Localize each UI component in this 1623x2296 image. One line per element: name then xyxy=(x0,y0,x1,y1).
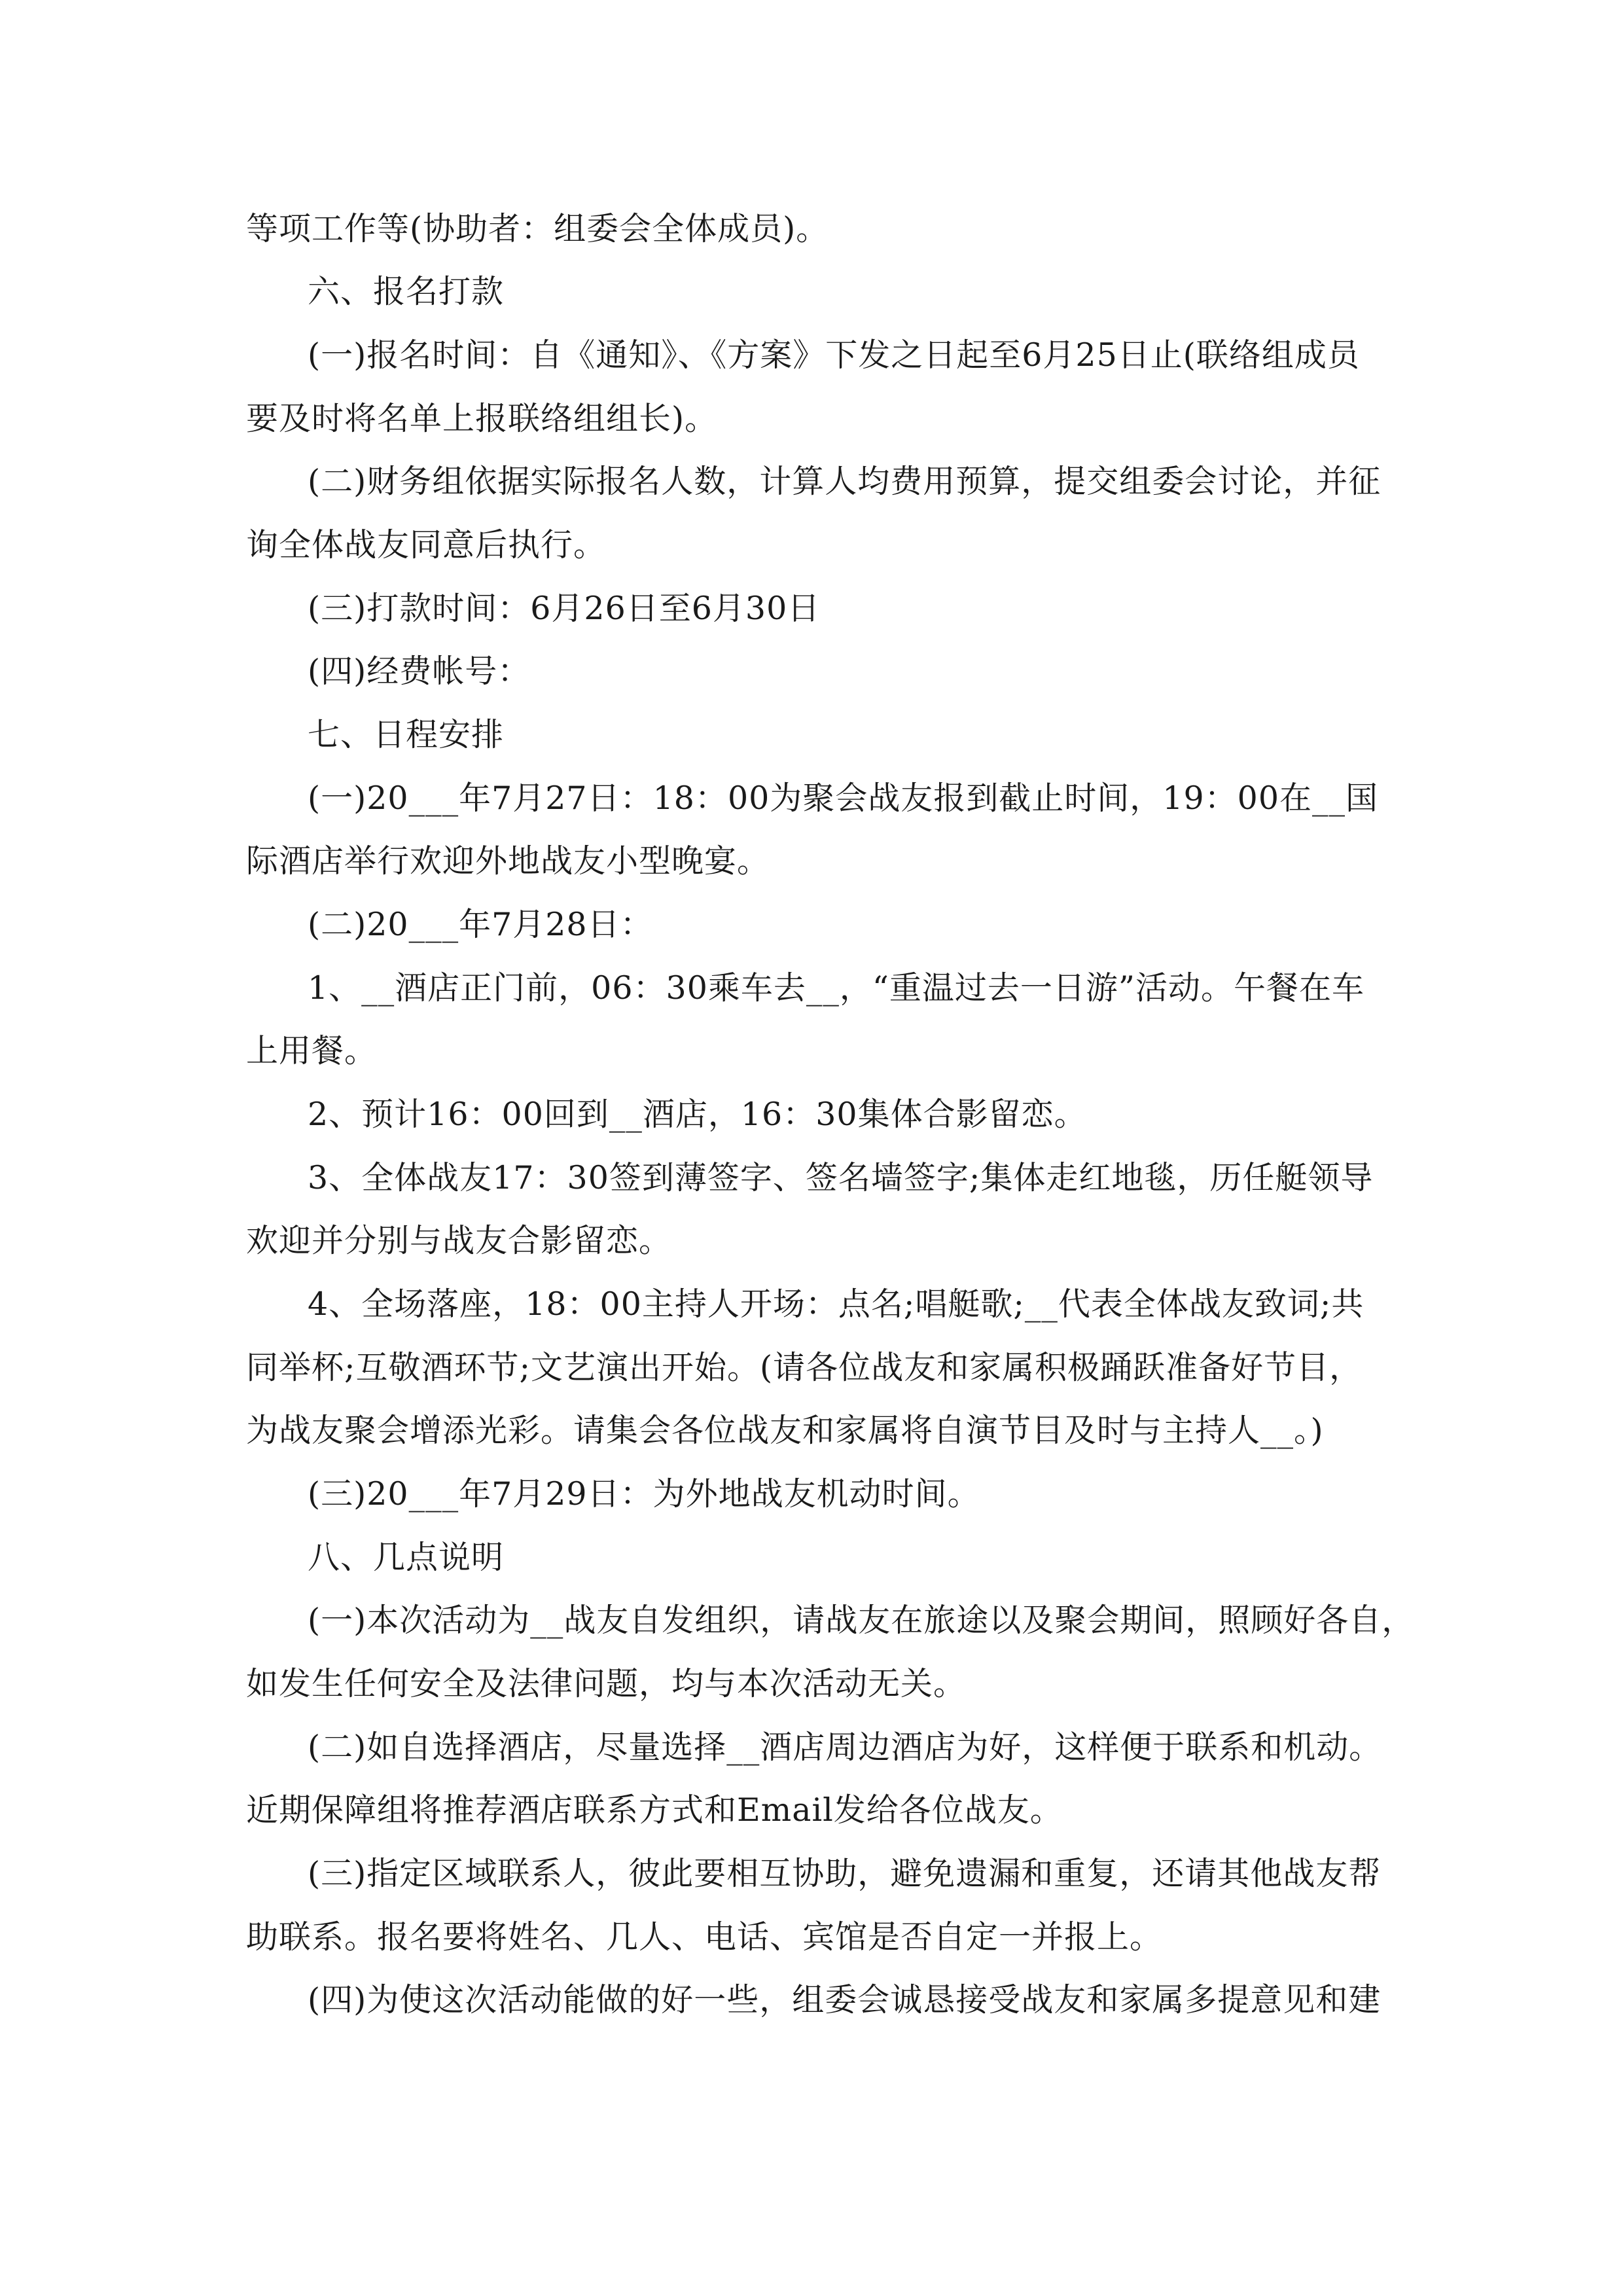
section-heading: 八、几点说明 xyxy=(308,1539,505,1576)
text-line: 欢迎并分别与战友合影留恋。 xyxy=(246,1222,672,1259)
text-line: 要及时将名单上报联络组组长)。 xyxy=(246,400,718,437)
text-line: (二)如自选择酒店，尽量选择__酒店周边酒店为好，这样便于联系和机动。 xyxy=(308,1729,1382,1766)
text-line: 1、__酒店正门前，06：30乘车去__，“重温过去一日游”活动。午餐在车 xyxy=(308,969,1364,1007)
text-line: (三)20___年7月29日：为外地战友机动时间。 xyxy=(308,1475,980,1513)
text-line: 近期保障组将推荐酒店联系方式和Email发给各位战友。 xyxy=(246,1791,1063,1829)
text-line: 2、预计16：00回到__酒店，16：30集体合影留恋。 xyxy=(308,1096,1087,1133)
text-line: 等项工作等(协助者：组委会全体成员)。 xyxy=(246,210,829,247)
text-line: (四)为使这次活动能做的好一些，组委会诚恳接受战友和家属多提意见和建 xyxy=(308,1981,1382,2018)
text-line: (二)20___年7月28日： xyxy=(308,906,653,943)
section-heading: 七、日程安排 xyxy=(308,716,505,753)
section-heading: 六、报名打款 xyxy=(308,273,505,310)
text-line: 3、全体战友17：30签到薄签字、签名墙签字;集体走红地毯，历任艇领导 xyxy=(308,1159,1374,1196)
text-line: (二)财务组依据实际报名人数，计算人均费用预算，提交组委会讨论，并征 xyxy=(308,463,1382,500)
text-line: (一)本次活动为__战友自发组织，请战友在旅途以及聚会期间，照顾好各自， xyxy=(308,1602,1415,1639)
text-line: (一)报名时间：自《通知》、《方案》下发之日起至6月25日止(联络组成员 xyxy=(308,336,1360,374)
text-line: 询全体战友同意后执行。 xyxy=(246,526,607,564)
text-line: 为战友聚会增添光彩。请集会各位战友和家属将自演节目及时与主持人__。) xyxy=(246,1412,1324,1449)
text-line: (三)打款时间：6月26日至6月30日 xyxy=(308,590,821,627)
text-line: 同举杯;互敬酒环节;文艺演出开始。(请各位战友和家属积极踊跃准备好节目， xyxy=(246,1349,1363,1386)
text-line: 际酒店举行欢迎外地战友小型晚宴。 xyxy=(246,842,770,880)
text-line: (三)指定区域联系人，彼此要相互协助，避免遗漏和重复，还请其他战友帮 xyxy=(308,1855,1382,1892)
text-line: 助联系。报名要将姓名、几人、电话、宾馆是否自定一并报上。 xyxy=(246,1918,1163,1956)
text-line: 如发生任何安全及法律问题，均与本次活动无关。 xyxy=(246,1665,967,1702)
text-line: (四)经费帐号： xyxy=(308,653,531,690)
text-line: 上用餐。 xyxy=(246,1032,378,1069)
text-line: 4、全场落座，18：00主持人开场：点名;唱艇歌;__代表全体战友致词;共 xyxy=(308,1285,1364,1323)
text-line: (一)20___年7月27日：18：00为聚会战友报到截止时间，19：00在__国 xyxy=(308,780,1379,817)
